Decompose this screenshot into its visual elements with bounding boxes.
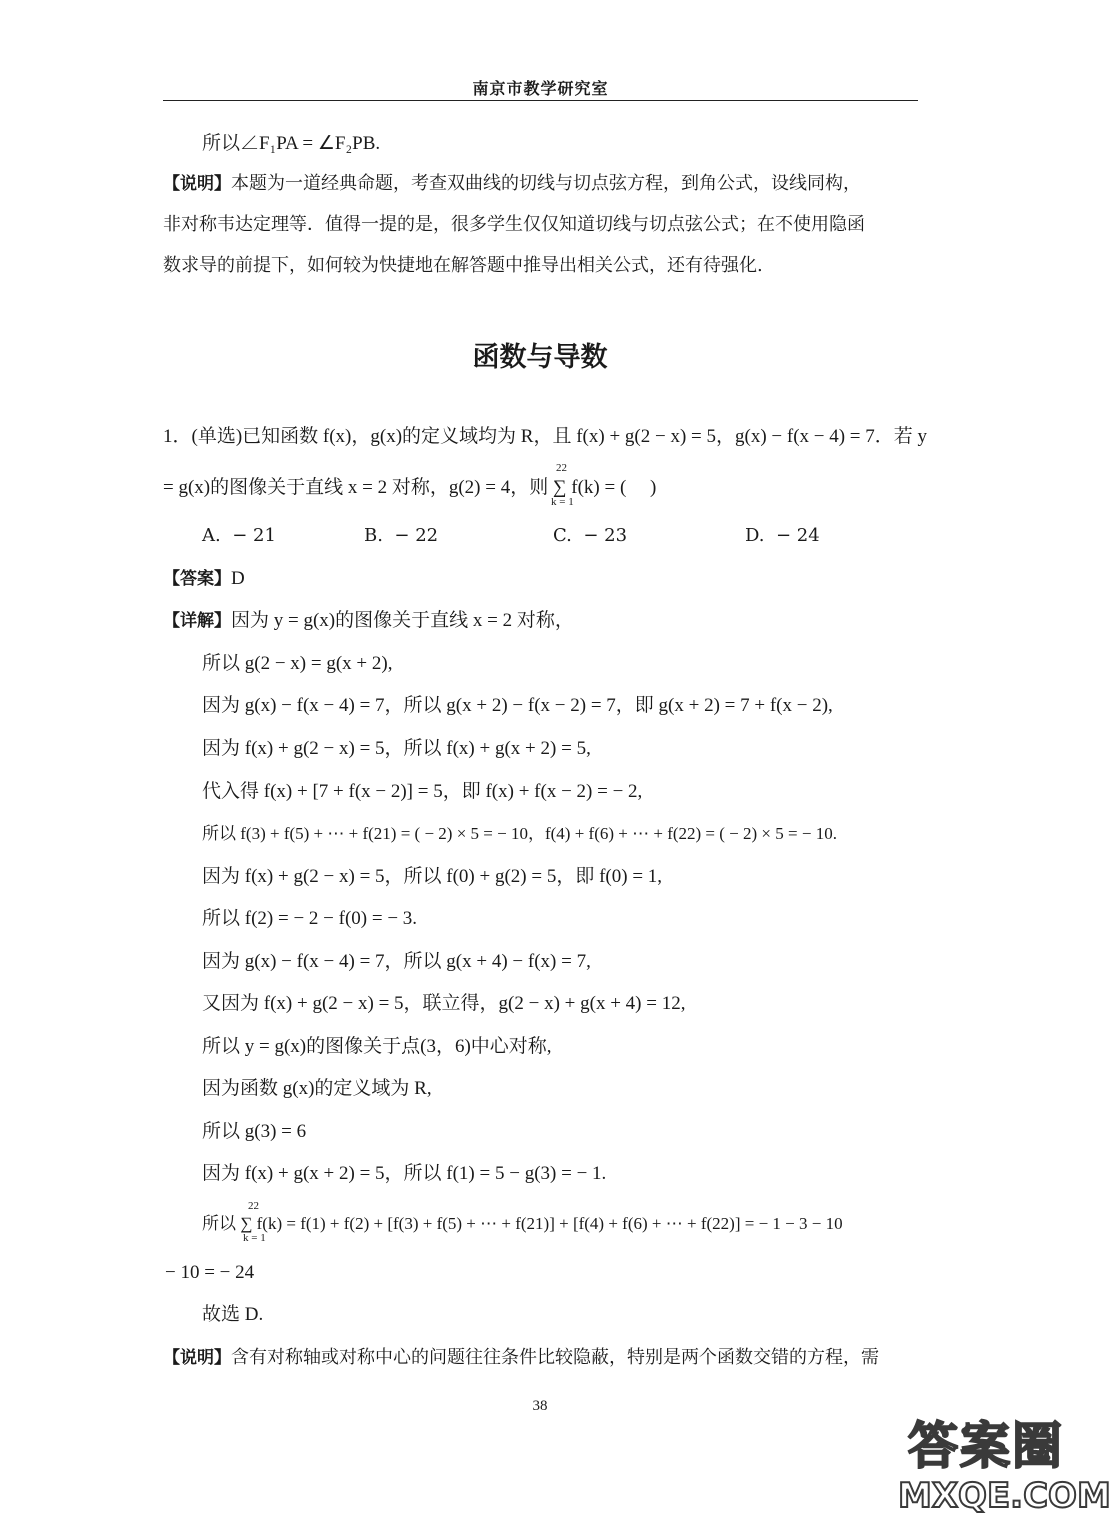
header-rule: [163, 100, 918, 101]
option-c: C. − 23: [553, 525, 628, 546]
watermark-logo: [898, 1416, 1111, 1524]
solution-step: 所以 f(2) = − 2 − f(0) = − 3.: [202, 908, 418, 929]
question-line1: 1．(单选)已知函数 f(x)，g(x)的定义域均为 R，且 f(x) + g(2 − x) = 5，g(x) − f(x − 4) = 7．若 y: [163, 426, 928, 447]
page-header: [163, 76, 918, 102]
solution-step: 因为 f(x) + g(2 − x) = 5，所以 f(x) + g(x + 2) = 5,: [202, 738, 591, 759]
header-title: 南京市教学研究室: [472, 79, 609, 98]
solution-tag: 【详解】: [163, 611, 231, 631]
solution-step: 因为 g(x) − f(x − 4) = 7，所以 g(x + 4) − f(x) = 7,: [202, 951, 591, 972]
solution-step: 所以 y = g(x)的图像关于点(3，6)中心对称,: [202, 1036, 552, 1057]
solution-sum-lower: k = 1: [243, 1232, 266, 1244]
solution-step: 因为 f(x) + g(x + 2) = 5，所以 f(1) = 5 − g(3) = − 1.: [202, 1163, 607, 1184]
intro-conclusion: 所以∠F₁PA = ∠F₂PB.: [202, 133, 381, 154]
option-b: B. − 22: [364, 525, 439, 546]
solution-step: 所以 f(3) + f(5) + ⋯ + f(21) = ( − 2) × 5 = − 10，f(4) + f(6) + ⋯ + f(22) = ( − 2) × 5 = − 10.: [202, 824, 837, 843]
closing-note-text: 含有对称轴或对称中心的问题往往条件比较隐蔽，特别是两个函数交错的方程，需: [231, 1347, 879, 1368]
page-number: 38: [532, 1398, 548, 1414]
solution-step: 所以 g(3) = 6: [202, 1121, 307, 1142]
option-d: D. − 24: [745, 525, 820, 546]
answer-value: D: [231, 568, 245, 589]
answer-line: [163, 567, 245, 591]
solution-step: 所以 g(2 − x) = g(x + 2),: [202, 653, 393, 674]
solution-step: 代入得 f(x) + [7 + f(x − 2)] = 5，即 f(x) + f(x − 2) = − 2,: [202, 781, 643, 802]
section-title: 函数与导数: [472, 342, 608, 373]
solution-first: 因为 y = g(x)的图像关于直线 x = 2 对称，: [231, 610, 574, 631]
watermark-text-top: 答案圈: [908, 1417, 1064, 1475]
note-text: 本题为一道经典命题，考查双曲线的切线与切点弦方程，到角公式，设线同构，: [231, 173, 861, 194]
solution-sum-upper: 22: [248, 1200, 259, 1212]
intro-note-line2: 非对称韦达定理等．值得一提的是，很多学生仅仅知道切线与切点弦公式；在不使用隐函: [163, 214, 865, 235]
intro-note-line1: [163, 172, 861, 196]
watermark-text-bottom: MXQE.COM: [898, 1476, 1111, 1516]
intro-note-line3: 数求导的前提下，如何较为快捷地在解答题中推导出相关公式，还有待强化.: [163, 255, 763, 276]
solution-first-line: [163, 609, 574, 633]
solution-step: 又因为 f(x) + g(2 − x) = 5，联立得，g(2 − x) + g(x + 4) = 12,: [202, 993, 686, 1014]
answer-tag: 【答案】: [163, 569, 231, 589]
note-tag: 【说明】: [163, 174, 231, 194]
solution-sum-continuation: − 10 = − 24: [165, 1262, 255, 1283]
solution-sum-line: 所以 ∑ f(k) = f(1) + f(2) + [f(3) + f(5) + ⋯ + f(21)] + [f(4) + f(6) + ⋯ + f(22)] = − 1 − 3 − 10: [202, 1214, 843, 1233]
option-a: A. − 21: [202, 525, 276, 546]
solution-conclusion: 故选 D.: [202, 1304, 264, 1325]
solution-step: 因为 g(x) − f(x − 4) = 7，所以 g(x + 2) − f(x − 2) = 7，即 g(x + 2) = 7 + f(x − 2),: [202, 695, 833, 716]
solution-step: 因为 f(x) + g(2 − x) = 5，所以 f(0) + g(2) = 5，即 f(0) = 1,: [202, 866, 663, 887]
question-sum-upper: 22: [556, 462, 567, 474]
closing-note-tag: 【说明】: [163, 1348, 231, 1368]
closing-note: [163, 1346, 879, 1370]
question-line2: = g(x)的图像关于直线 x = 2 对称，g(2) = 4，则 ∑ f(k) = ( ): [163, 477, 657, 498]
solution-step: 因为函数 g(x)的定义域为 R,: [202, 1078, 432, 1099]
question-sum-lower: k = 1: [551, 496, 574, 508]
